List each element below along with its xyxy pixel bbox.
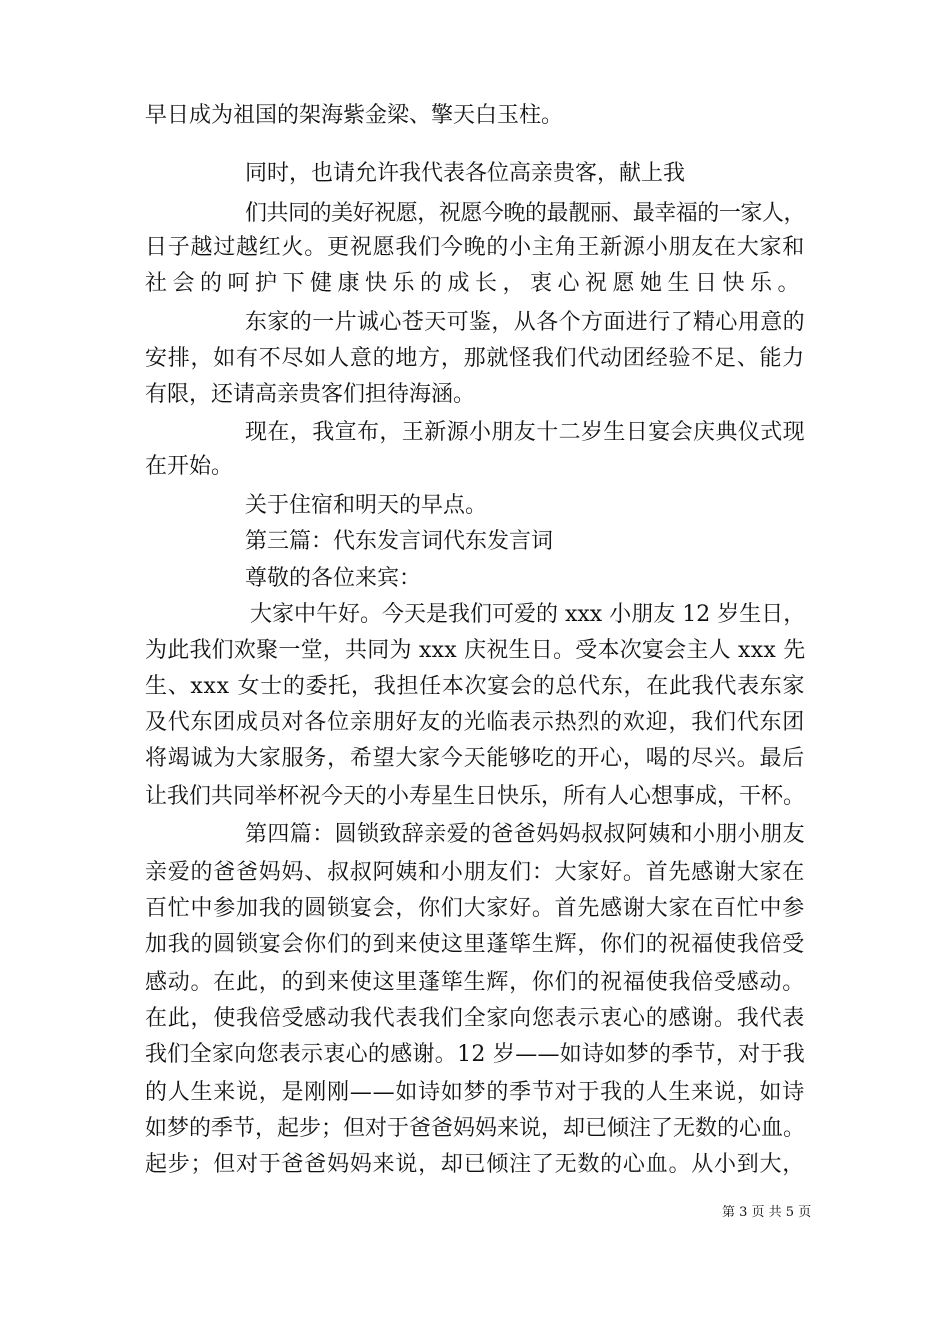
text-line: 东家的一片诚心苍天可鉴，从各个方面进行了精心用意的 (245, 310, 806, 335)
text-line: 安排，如有不尽如人意的地方，那就怪我们代动团经验不足、能力 (145, 346, 806, 371)
text-line: 大家中午好。今天是我们可爱的 xxx 小朋友 12 岁生日， (250, 602, 806, 627)
page-number-footer: 第 3 页 共 5 页 (722, 1205, 812, 1220)
text-line: 第三篇：代东发言词代东发言词 (245, 529, 554, 554)
text-line: 日子越过越红火。更祝愿我们今晚的小主角王新源小朋友在大家和 (145, 235, 806, 260)
text-line: 社会的呵护下健康快乐的成长，衷心祝愿她生日快乐。 (145, 271, 806, 296)
text-line: 的人生来说，是刚刚——如诗如梦的季节对于我的人生来说，如诗 (145, 1080, 806, 1105)
text-line: 及代东团成员对各位亲朋好友的光临表示热烈的欢迎，我们代东团 (145, 710, 806, 735)
text-line: 们共同的美好祝愿，祝愿今晚的最靓丽、最幸福的一家人， (245, 201, 806, 226)
text-line: 生、xxx 女士的委托，我担任本次宴会的总代东，在此我代表东家 (145, 674, 806, 699)
text-line: 我们全家向您表示衷心的感谢。12 岁——如诗如梦的季节，对于我 (145, 1042, 805, 1067)
text-line: 同时，也请允许我代表各位高亲贵客，献上我 (245, 161, 686, 186)
text-line: 如梦的季节，起步；但对于爸爸妈妈来说，却已倾注了无数的心血。 (145, 1116, 806, 1141)
text-line: 亲爱的爸爸妈妈、叔叔阿姨和小朋友们：大家好。首先感谢大家在 (145, 860, 806, 885)
text-line: 早日成为祖国的架海紫金梁、擎天白玉柱。 (145, 103, 564, 128)
text-line: 感动。在此，的到来使这里蓬筚生辉，你们的祝福使我倍受感动。 (145, 970, 806, 995)
text-line: 关于住宿和明天的早点。 (245, 493, 488, 518)
text-line: 加我的圆锁宴会你们的到来使这里蓬筚生辉，你们的祝福使我倍受 (145, 932, 806, 957)
text-line: 将竭诚为大家服务，希望大家今天能够吃的开心，喝的尽兴。最后 (145, 746, 806, 771)
text-line: 为此我们欢聚一堂，共同为 xxx 庆祝生日。受本次宴会主人 xxx 先 (145, 638, 806, 663)
text-line: 有限，还请高亲贵客们担待海涵。 (145, 382, 476, 407)
text-line: 起步；但对于爸爸妈妈来说，却已倾注了无数的心血。从小到大， (145, 1152, 806, 1177)
text-line: 第四篇：圆锁致辞亲爱的爸爸妈妈叔叔阿姨和小朋小朋友 (245, 822, 806, 847)
text-line: 让我们共同举杯祝今天的小寿星生日快乐，所有人心想事成，干杯。 (145, 784, 806, 809)
text-line: 在开始。 (145, 454, 234, 479)
text-line: 在此，使我倍受感动我代表我们全家向您表示衷心的感谢。我代表 (145, 1006, 806, 1031)
text-line: 百忙中参加我的圆锁宴会，你们大家好。首先感谢大家在百忙中参 (145, 896, 806, 921)
text-line: 现在，我宣布，王新源小朋友十二岁生日宴会庆典仪式现 (245, 420, 806, 445)
text-line: 尊敬的各位来宾： (245, 566, 422, 591)
